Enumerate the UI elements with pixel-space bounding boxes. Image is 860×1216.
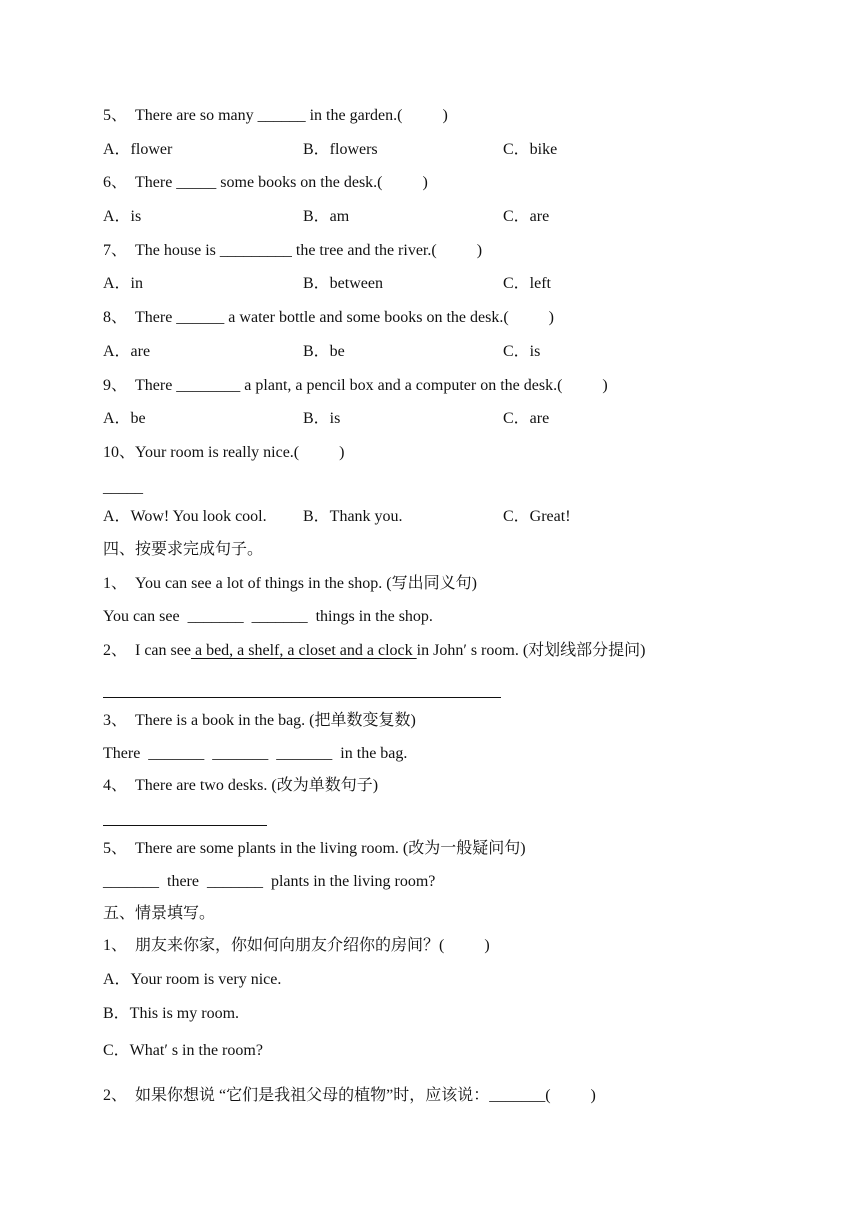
sentence-1-stem: 1、 You can see a lot of things in the shop. (写出同义句) bbox=[103, 575, 477, 592]
question-5-option-c: C．bike bbox=[503, 141, 558, 158]
question-5-option-b: B．flowers bbox=[303, 141, 378, 158]
question-9-option-a: A．be bbox=[103, 410, 146, 427]
question-6-option-b: B．am bbox=[303, 208, 350, 225]
situation-1-stem: 1、 朋友来你家，你如何向朋友介绍你的房间？( ) bbox=[103, 937, 490, 954]
question-8-option-b: B．be bbox=[303, 343, 345, 360]
question-7-option-c: C．left bbox=[503, 275, 551, 292]
section-5-heading: 五、情景填写。 bbox=[103, 905, 216, 922]
situation-1-option-b: B．This is my room. bbox=[103, 1005, 240, 1022]
question-5-option-a: A．flower bbox=[103, 141, 173, 158]
question-10-option-b: B．Thank you. bbox=[303, 508, 403, 525]
sentence-4-answer-line bbox=[103, 825, 267, 826]
situation-1-option-c: C．What′ s in the room? bbox=[103, 1042, 263, 1059]
question-7-option-a: A．in bbox=[103, 275, 144, 292]
situation-2-stem: 2、 如果你想说 “它们是我祖父母的植物”时，应该说：_______( ) bbox=[103, 1087, 596, 1104]
question-9-option-b: B．is bbox=[303, 410, 341, 427]
question-7-option-b: B．between bbox=[303, 275, 383, 292]
sentence-1-answer: You can see _______ _______ things in the shop. bbox=[103, 608, 433, 625]
sentence-2-stem bbox=[103, 641, 646, 661]
question-7-stem: 7、 The house is _________ the tree and the river.( ) bbox=[103, 242, 483, 259]
sentence-2-prefix: 2、 I can see bbox=[103, 642, 191, 659]
question-5-stem: 5、 There are so many ______ in the garden.( ) bbox=[103, 107, 448, 124]
question-8-stem: 8、 There ______ a water bottle and some books on the desk.( ) bbox=[103, 309, 555, 326]
sentence-3-stem: 3、 There is a book in the bag. (把单数变复数) bbox=[103, 712, 416, 729]
situation-1-option-a: A．Your room is very nice. bbox=[103, 971, 282, 988]
sentence-3-answer: There _______ _______ _______ in the bag. bbox=[103, 745, 408, 762]
question-10-stem: 10、Your room is really nice.( ) bbox=[103, 444, 345, 461]
question-9-stem: 9、 There ________ a plant, a pencil box and a computer on the desk.( ) bbox=[103, 377, 608, 394]
sentence-5-stem: 5、 There are some plants in the living room. (改为一般疑问句) bbox=[103, 840, 526, 857]
question-6-option-c: C．are bbox=[503, 208, 550, 225]
question-10-blank: _____ bbox=[103, 479, 143, 496]
sentence-2-answer-line bbox=[103, 697, 501, 698]
question-6-option-a: A．is bbox=[103, 208, 142, 225]
sentence-4-stem: 4、 There are two desks. (改为单数句子) bbox=[103, 777, 379, 794]
question-8-option-c: C．is bbox=[503, 343, 541, 360]
sentence-2-suffix: in John′ s room. (对划线部分提问) bbox=[416, 642, 646, 659]
question-6-stem: 6、 There _____ some books on the desk.( ) bbox=[103, 174, 428, 191]
question-10-option-c: C．Great! bbox=[503, 508, 571, 525]
section-4-heading: 四、按要求完成句子。 bbox=[103, 541, 264, 558]
question-10-option-a: A．Wow! You look cool. bbox=[103, 508, 267, 525]
sentence-5-answer: _______ there _______ plants in the living room? bbox=[103, 873, 436, 890]
question-9-option-c: C．are bbox=[503, 410, 550, 427]
sentence-2-underlined-part: a bed, a shelf, a closet and a clock bbox=[190, 642, 417, 659]
question-8-option-a: A．are bbox=[103, 343, 151, 360]
